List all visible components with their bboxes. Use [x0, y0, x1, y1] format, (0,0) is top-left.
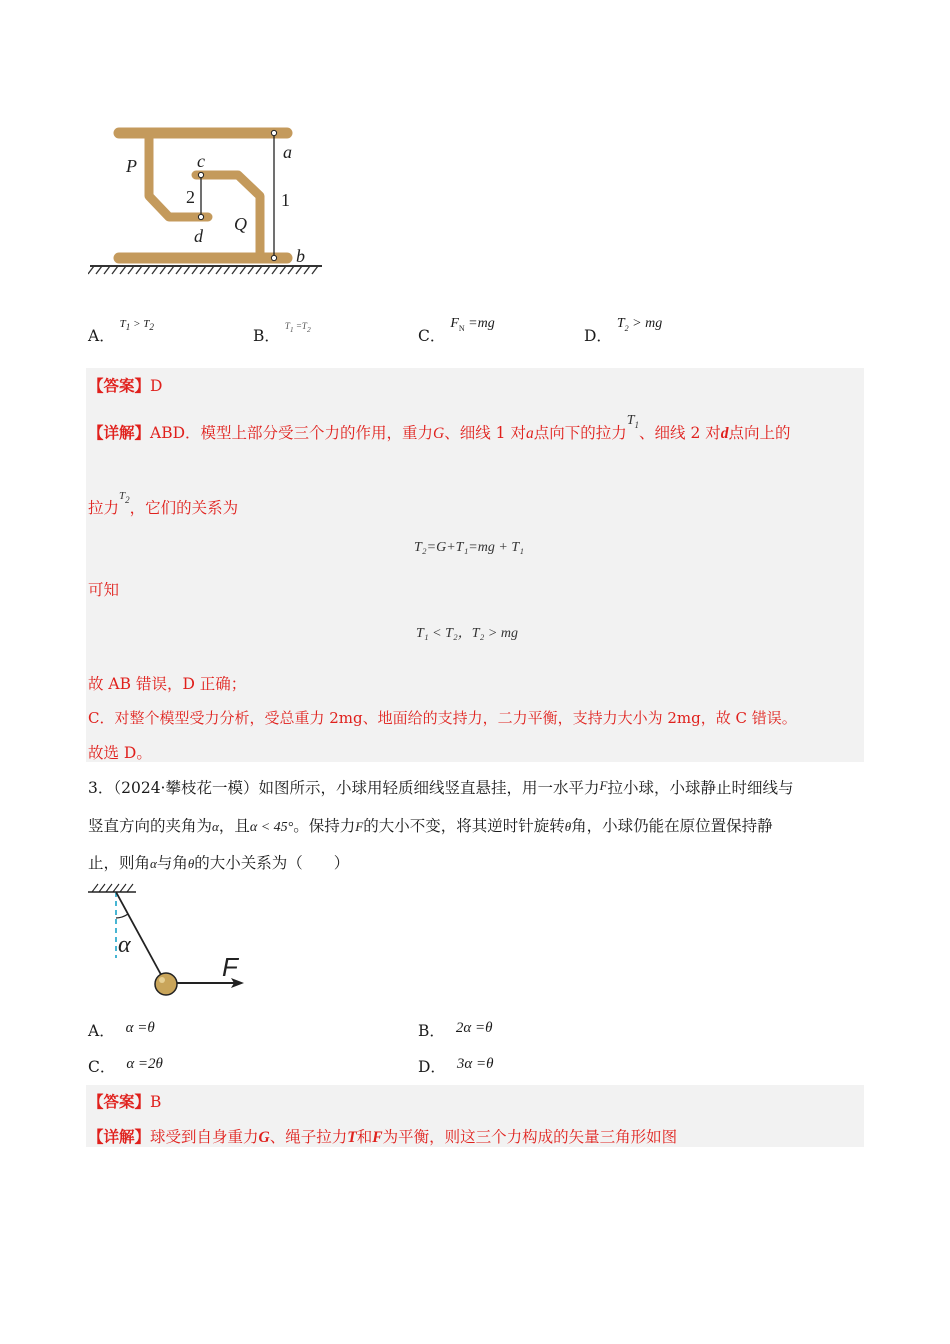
detail-T2: T2: [119, 490, 130, 505]
label-c: c: [197, 151, 205, 171]
q3-stem-line1: 3．（2024·攀枝花一模）如图所示，小球用轻质细线竖直悬挂，用一水平力F拉小球，小球静止时细线与: [88, 778, 794, 797]
q2-option-c-expr: $F_N =mg$: [450, 316, 495, 333]
q2-kezhi: 可知: [88, 581, 120, 599]
q2-option-d-expr: $T_2$ > mg: [616, 316, 663, 333]
q2-option-a[interactable]: A． $^{T_1 > T_2}$: [88, 318, 154, 345]
label-d: d: [194, 226, 203, 246]
figure-pq-model: [88, 120, 328, 280]
detail-T1: $T_1$: [626, 413, 640, 430]
q3-stem-line2: 竖直方向的夹角为α，且α < 45°。保持力F的大小不变，将其逆时针旋转θ角，小球仍能在原位置保持静: [88, 817, 773, 835]
q2-option-b[interactable]: B． $^{T_1 =T_2}$: [253, 321, 311, 345]
q2-detail-line2: 拉力$^{T_2}$，它们的关系为: [88, 490, 239, 517]
q2-conclusion-2: C．对整个模型受力分析，受总重力 2mg、地面给的支持力，二力平衡，支持力大小为 2mg，故 C 错误。: [88, 709, 797, 727]
q3-option-d[interactable]: D． 3α =θ: [418, 1056, 494, 1076]
q3-answer-line: 【答案】B: [88, 1092, 162, 1111]
q2-answer-line: 【答案】D: [88, 376, 163, 395]
q3-option-a[interactable]: A． α =θ: [88, 1020, 155, 1040]
q3-option-c[interactable]: C． α =2θ: [88, 1056, 163, 1076]
q2-equation-2: T₁ < T₂，T₂ > mg: [416, 626, 518, 641]
q2-equation-1: T₂=G+T₁=mg + T₁: [414, 540, 524, 555]
q2-option-b-expr: T1 =T2: [284, 321, 311, 334]
label-1: 1: [281, 190, 290, 210]
fig2-F: F: [222, 952, 238, 982]
q3-stem-line3: 止，则角α与角θ的大小关系为（ ）: [88, 854, 350, 872]
q3-option-b[interactable]: B． 2α =θ: [418, 1020, 493, 1040]
q2-option-d[interactable]: D． $T_2$ > mg: [584, 316, 663, 345]
q2-detail-line1: 【详解】ABD．模型上部分受三个力的作用，重力G、细线 1 对a点向下的拉力$T_1$、细线 2 对d点向上的: [88, 413, 791, 442]
q2-option-c[interactable]: C． $F_N =mg$: [418, 316, 495, 345]
q3-detail-line: 【详解】球受到自身重力G、绳子拉力T和F为平衡，则这三个力构成的矢量三角形如图: [88, 1127, 678, 1146]
q2-option-a-expr: T1 > T2: [119, 318, 154, 333]
label-b: b: [296, 246, 305, 266]
q2-conclusion-1: 故 AB 错误，D 正确；: [88, 675, 247, 693]
q2-conclusion-3: 故选 D。: [88, 744, 152, 762]
label-a: a: [283, 142, 292, 162]
label-2: 2: [186, 187, 195, 207]
fig2-alpha: α: [118, 932, 131, 958]
label-Q: Q: [234, 214, 247, 234]
label-P: P: [126, 156, 137, 176]
figure-pendulum: [88, 880, 258, 1005]
